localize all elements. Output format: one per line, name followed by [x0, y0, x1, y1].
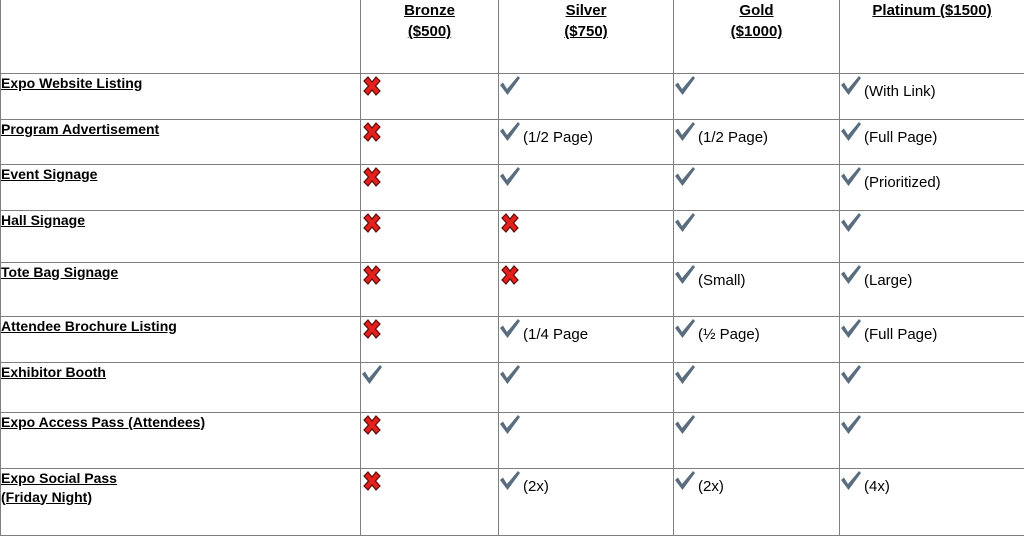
value-note: (Prioritized) [864, 174, 941, 191]
tier-header-silver [499, 0, 674, 73]
table-row [1, 262, 1024, 316]
feature-label: Exhibitor Booth [1, 363, 360, 382]
feature-label-cell [1, 316, 361, 362]
value-cell-silver [499, 119, 674, 164]
check-icon [674, 469, 696, 493]
value-cell-gold [674, 73, 840, 119]
x-icon [361, 413, 383, 437]
check-icon [499, 363, 521, 387]
value-cell-silver [499, 412, 674, 468]
value-cell-platinum [840, 412, 1024, 468]
value-note: (1/4 Page [523, 326, 588, 343]
x-icon [361, 120, 383, 144]
tier-header-bronze [361, 0, 499, 73]
x-icon [361, 211, 383, 235]
check-icon [361, 363, 383, 387]
check-icon [674, 263, 696, 287]
value-cell-platinum [840, 164, 1024, 210]
value-cell-silver [499, 164, 674, 210]
feature-label-cell [1, 412, 361, 468]
feature-label: Tote Bag Signage [1, 263, 360, 282]
value-note: (1/2 Page) [698, 129, 768, 146]
tier-price: ($750) [499, 21, 673, 42]
check-icon [840, 413, 862, 437]
value-note: (With Link) [864, 83, 936, 100]
tier-name: Silver [499, 0, 673, 21]
table-body [1, 0, 1024, 535]
feature-label-cell [1, 119, 361, 164]
table-row [1, 73, 1024, 119]
feature-label: Attendee Brochure Listing [1, 317, 360, 336]
value-cell-bronze [361, 119, 499, 164]
check-icon [840, 363, 862, 387]
check-icon [840, 317, 862, 341]
table-row [1, 468, 1024, 535]
value-cell-platinum [840, 468, 1024, 535]
feature-label: Event Signage [1, 165, 360, 184]
x-icon [361, 165, 383, 189]
tier-header-gold [674, 0, 840, 73]
table-row [1, 210, 1024, 262]
value-cell-bronze [361, 210, 499, 262]
tier-price: ($1000) [674, 21, 839, 42]
check-icon [674, 317, 696, 341]
value-note: (Small) [698, 272, 746, 289]
check-icon [674, 165, 696, 189]
x-icon [361, 74, 383, 98]
value-cell-gold [674, 164, 840, 210]
check-icon [840, 211, 862, 235]
tier-price: ($500) [361, 21, 498, 42]
check-icon [499, 165, 521, 189]
feature-label-cell [1, 210, 361, 262]
value-cell-gold [674, 119, 840, 164]
value-cell-platinum [840, 210, 1024, 262]
value-note: (Large) [864, 272, 912, 289]
tier-header-platinum [840, 0, 1024, 73]
value-cell-gold [674, 262, 840, 316]
x-icon [361, 263, 383, 287]
value-cell-bronze [361, 362, 499, 412]
tier-name: Bronze [361, 0, 498, 21]
check-icon [674, 74, 696, 98]
check-icon [840, 74, 862, 98]
table-row [1, 119, 1024, 164]
check-icon [499, 469, 521, 493]
value-cell-bronze [361, 262, 499, 316]
feature-label: Program Advertisement [1, 120, 360, 139]
check-icon [499, 413, 521, 437]
table-row [1, 316, 1024, 362]
x-icon [361, 469, 383, 493]
value-cell-silver [499, 362, 674, 412]
value-cell-silver [499, 468, 674, 535]
value-note: (2x) [698, 478, 724, 495]
check-icon [840, 469, 862, 493]
feature-label-cell [1, 73, 361, 119]
value-note: (1/2 Page) [523, 129, 593, 146]
check-icon [674, 363, 696, 387]
value-note: (Full Page) [864, 129, 937, 146]
value-cell-silver [499, 262, 674, 316]
feature-label-cell [1, 362, 361, 412]
check-icon [674, 413, 696, 437]
x-icon [499, 211, 521, 235]
feature-label-cell [1, 164, 361, 210]
value-cell-silver [499, 316, 674, 362]
value-cell-gold [674, 412, 840, 468]
feature-label-cell [1, 468, 361, 535]
value-cell-platinum [840, 362, 1024, 412]
check-icon [499, 74, 521, 98]
table-row [1, 412, 1024, 468]
value-cell-gold [674, 316, 840, 362]
value-cell-platinum [840, 73, 1024, 119]
value-cell-silver [499, 210, 674, 262]
value-note: (Full Page) [864, 326, 937, 343]
feature-label: Expo Access Pass (Attendees) [1, 413, 360, 432]
check-icon [840, 120, 862, 144]
check-icon [674, 120, 696, 144]
x-icon [499, 263, 521, 287]
tier-name: Gold [674, 0, 839, 21]
value-cell-bronze [361, 412, 499, 468]
feature-label: Expo Website Listing [1, 74, 360, 93]
check-icon [674, 211, 696, 235]
check-icon [499, 120, 521, 144]
value-note: (½ Page) [698, 326, 760, 343]
tier-name: Platinum ($1500) [840, 0, 1024, 21]
corner-cell [1, 0, 361, 73]
table-row [1, 164, 1024, 210]
feature-label: (Friday Night) [1, 488, 360, 507]
check-icon [840, 263, 862, 287]
feature-label: Hall Signage [1, 211, 360, 230]
feature-label: Expo Social Pass [1, 469, 360, 488]
value-cell-silver [499, 73, 674, 119]
value-cell-gold [674, 210, 840, 262]
feature-label-cell [1, 262, 361, 316]
x-icon [361, 317, 383, 341]
check-icon [499, 317, 521, 341]
value-cell-bronze [361, 316, 499, 362]
value-cell-platinum [840, 316, 1024, 362]
value-cell-gold [674, 362, 840, 412]
check-icon [840, 165, 862, 189]
value-cell-bronze [361, 164, 499, 210]
value-cell-bronze [361, 73, 499, 119]
table-row [1, 362, 1024, 412]
value-cell-bronze [361, 468, 499, 535]
value-note: (2x) [523, 478, 549, 495]
header-row [1, 0, 1024, 73]
value-note: (4x) [864, 478, 890, 495]
value-cell-platinum [840, 262, 1024, 316]
value-cell-gold [674, 468, 840, 535]
value-cell-platinum [840, 119, 1024, 164]
